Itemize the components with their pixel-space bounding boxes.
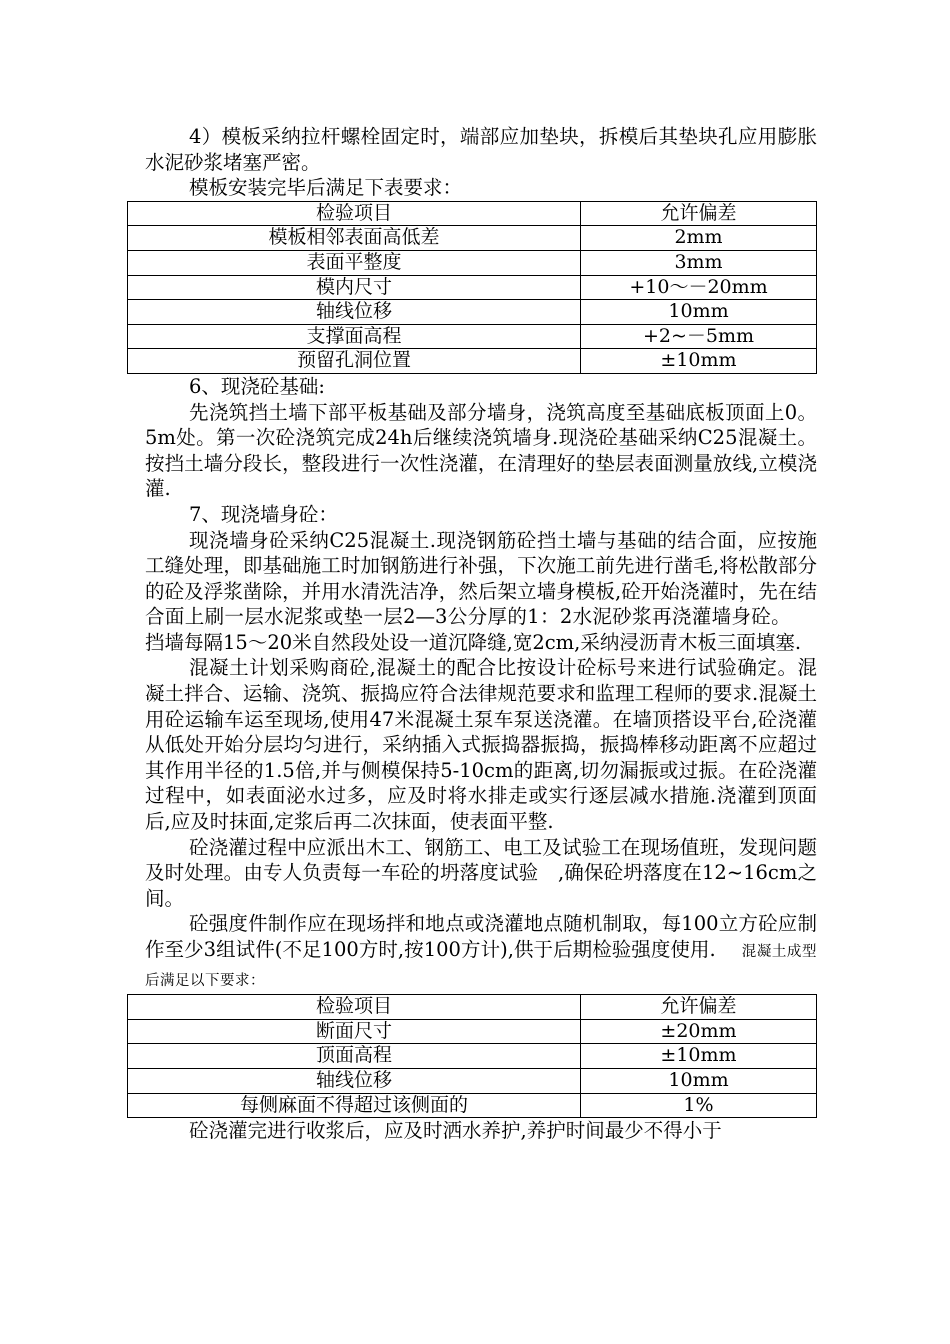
paragraph-requirement-1: 模板安装完毕后满足下表要求： — [189, 176, 463, 200]
paragraph-7d-tail: 混凝土成型后满足以下要求： — [145, 944, 817, 989]
table-cell: 每侧麻面不得超过该侧面的 — [128, 1093, 581, 1118]
paragraph-6: 先浇筑挡土墙下部平板基础及部分墙身，浇筑高度至基础底板顶面上0。5m处。第一次砼浇筑完成24h后继续浇筑墙身.现浇砼基础采纳C25混凝土。按挡土墙分段长，整段进行一次性浇灌，在清理好的垫层表面测量放线,立模浇灌. — [145, 400, 817, 501]
paragraph-7b: 混凝土计划采购商砼,混凝土的配合比按设计砼标号来进行试验确定。混凝土拌合、运输、浇筑、振捣应符合法律规范要求和监理工程师的要求.混凝土用砼运输车运至现场,使用47米混凝土泵车泵送浇灌。在墙顶搭设平台,砼浇灌从低处开始分层均匀进行，采纳插入式振捣器振捣，振捣棒移动距离不应超过其作用半径的1.5倍,并与侧模保持5-10cm的距离,切勿漏振或过振。在砼浇灌过程中，如表面泌水过多，应及时将水排走或实行逐层减水措施.浇灌到顶面后,应及时抹面,定浆后再二次抹面，使表面平整. — [145, 656, 817, 834]
paragraph-7a — [145, 528, 817, 656]
tolerance-table-formwork — [127, 201, 817, 374]
table-header-cell: 检验项目 — [128, 201, 581, 226]
table-row — [128, 324, 817, 349]
paragraph-7c: 砼浇灌过程中应派出木工、钢筋工、电工及试验工在现场值班，发现问题及时处理。由专人负责每一车砼的坍落度试验 ,确保砼坍落度在12~16cm之间。 — [145, 835, 817, 910]
table-cell: ±20mm — [581, 1019, 817, 1044]
table-header-cell: 检验项目 — [128, 995, 581, 1020]
tolerance-table-concrete — [127, 994, 817, 1118]
paragraph-7d-text: 砼强度件制作应在现场拌和地点或浇灌地点随机制取，每100立方砼应制作至少3组试件(不足100方时,按100方计),供于后期检验强度使用. — [145, 912, 817, 961]
table-row — [128, 1068, 817, 1093]
table-cell: 模板相邻表面高低差 — [128, 226, 581, 251]
table-cell: 10mm — [581, 300, 817, 325]
table-header-row — [128, 995, 817, 1020]
paragraph-7d — [145, 911, 817, 994]
table-cell: 3mm — [581, 250, 817, 275]
table-cell: ±10mm — [581, 1044, 817, 1069]
table-cell: 表面平整度 — [128, 250, 581, 275]
table-row — [128, 1044, 817, 1069]
paragraph-7a-text: 现浇墙身砼采纳C25混凝土.现浇钢筋砼挡土墙与基础的结合面，应按施工缝处理，即基础施工时加钢筋进行补强，下次施工前先进行凿毛,将松散部分的砼及浮浆凿除，并用水清洗洁净，然后架立墙身模板,砼开始浇灌时，先在结合面上刷一层水泥浆或垫一层2—3公分厚的1：2水泥砂浆再浇灌墙身砼。 — [145, 528, 817, 629]
table-row — [128, 250, 817, 275]
table-cell: 轴线位移 — [128, 1068, 581, 1093]
table-cell: 2mm — [581, 226, 817, 251]
paragraph-7a-tail: 挡墙每隔15～20米自然段处设一道沉降缝,宽2cm,采纳浸沥青木板三面填塞. — [145, 630, 802, 654]
table-cell: 模内尺寸 — [128, 275, 581, 300]
table-row — [128, 226, 817, 251]
table-cell: 支撑面高程 — [128, 324, 581, 349]
table-row — [128, 275, 817, 300]
table-cell: 顶面高程 — [128, 1044, 581, 1069]
table-header-cell: 允许偏差 — [581, 995, 817, 1020]
document-page — [145, 124, 817, 1144]
table-cell: +10～－20mm — [581, 275, 817, 300]
table-cell: ±10mm — [581, 349, 817, 374]
table-cell: 10mm — [581, 1068, 817, 1093]
table-cell: 预留孔洞位置 — [128, 349, 581, 374]
table-cell: 轴线位移 — [128, 300, 581, 325]
paragraph-4: 4）模板采纳拉杆螺栓固定时，端部应加垫块，拆模后其垫块孔应用膨胀水泥砂浆堵塞严密。 — [145, 125, 817, 174]
paragraph-last: 砼浇灌完进行收浆后，应及时洒水养护,养护时间最少不得小于 — [189, 1119, 722, 1143]
table-row — [128, 300, 817, 325]
table-cell: 断面尺寸 — [128, 1019, 581, 1044]
heading-7: 7、现浇墙身砼： — [189, 502, 338, 526]
table-header-cell: 允许偏差 — [581, 201, 817, 226]
table-row — [128, 349, 817, 374]
table-header-row — [128, 201, 817, 226]
table-cell: +2~－5mm — [581, 324, 817, 349]
table-row — [128, 1093, 817, 1118]
table-row — [128, 1019, 817, 1044]
table-cell: 1% — [581, 1093, 817, 1118]
heading-6: 6、现浇砼基础: — [189, 374, 325, 398]
